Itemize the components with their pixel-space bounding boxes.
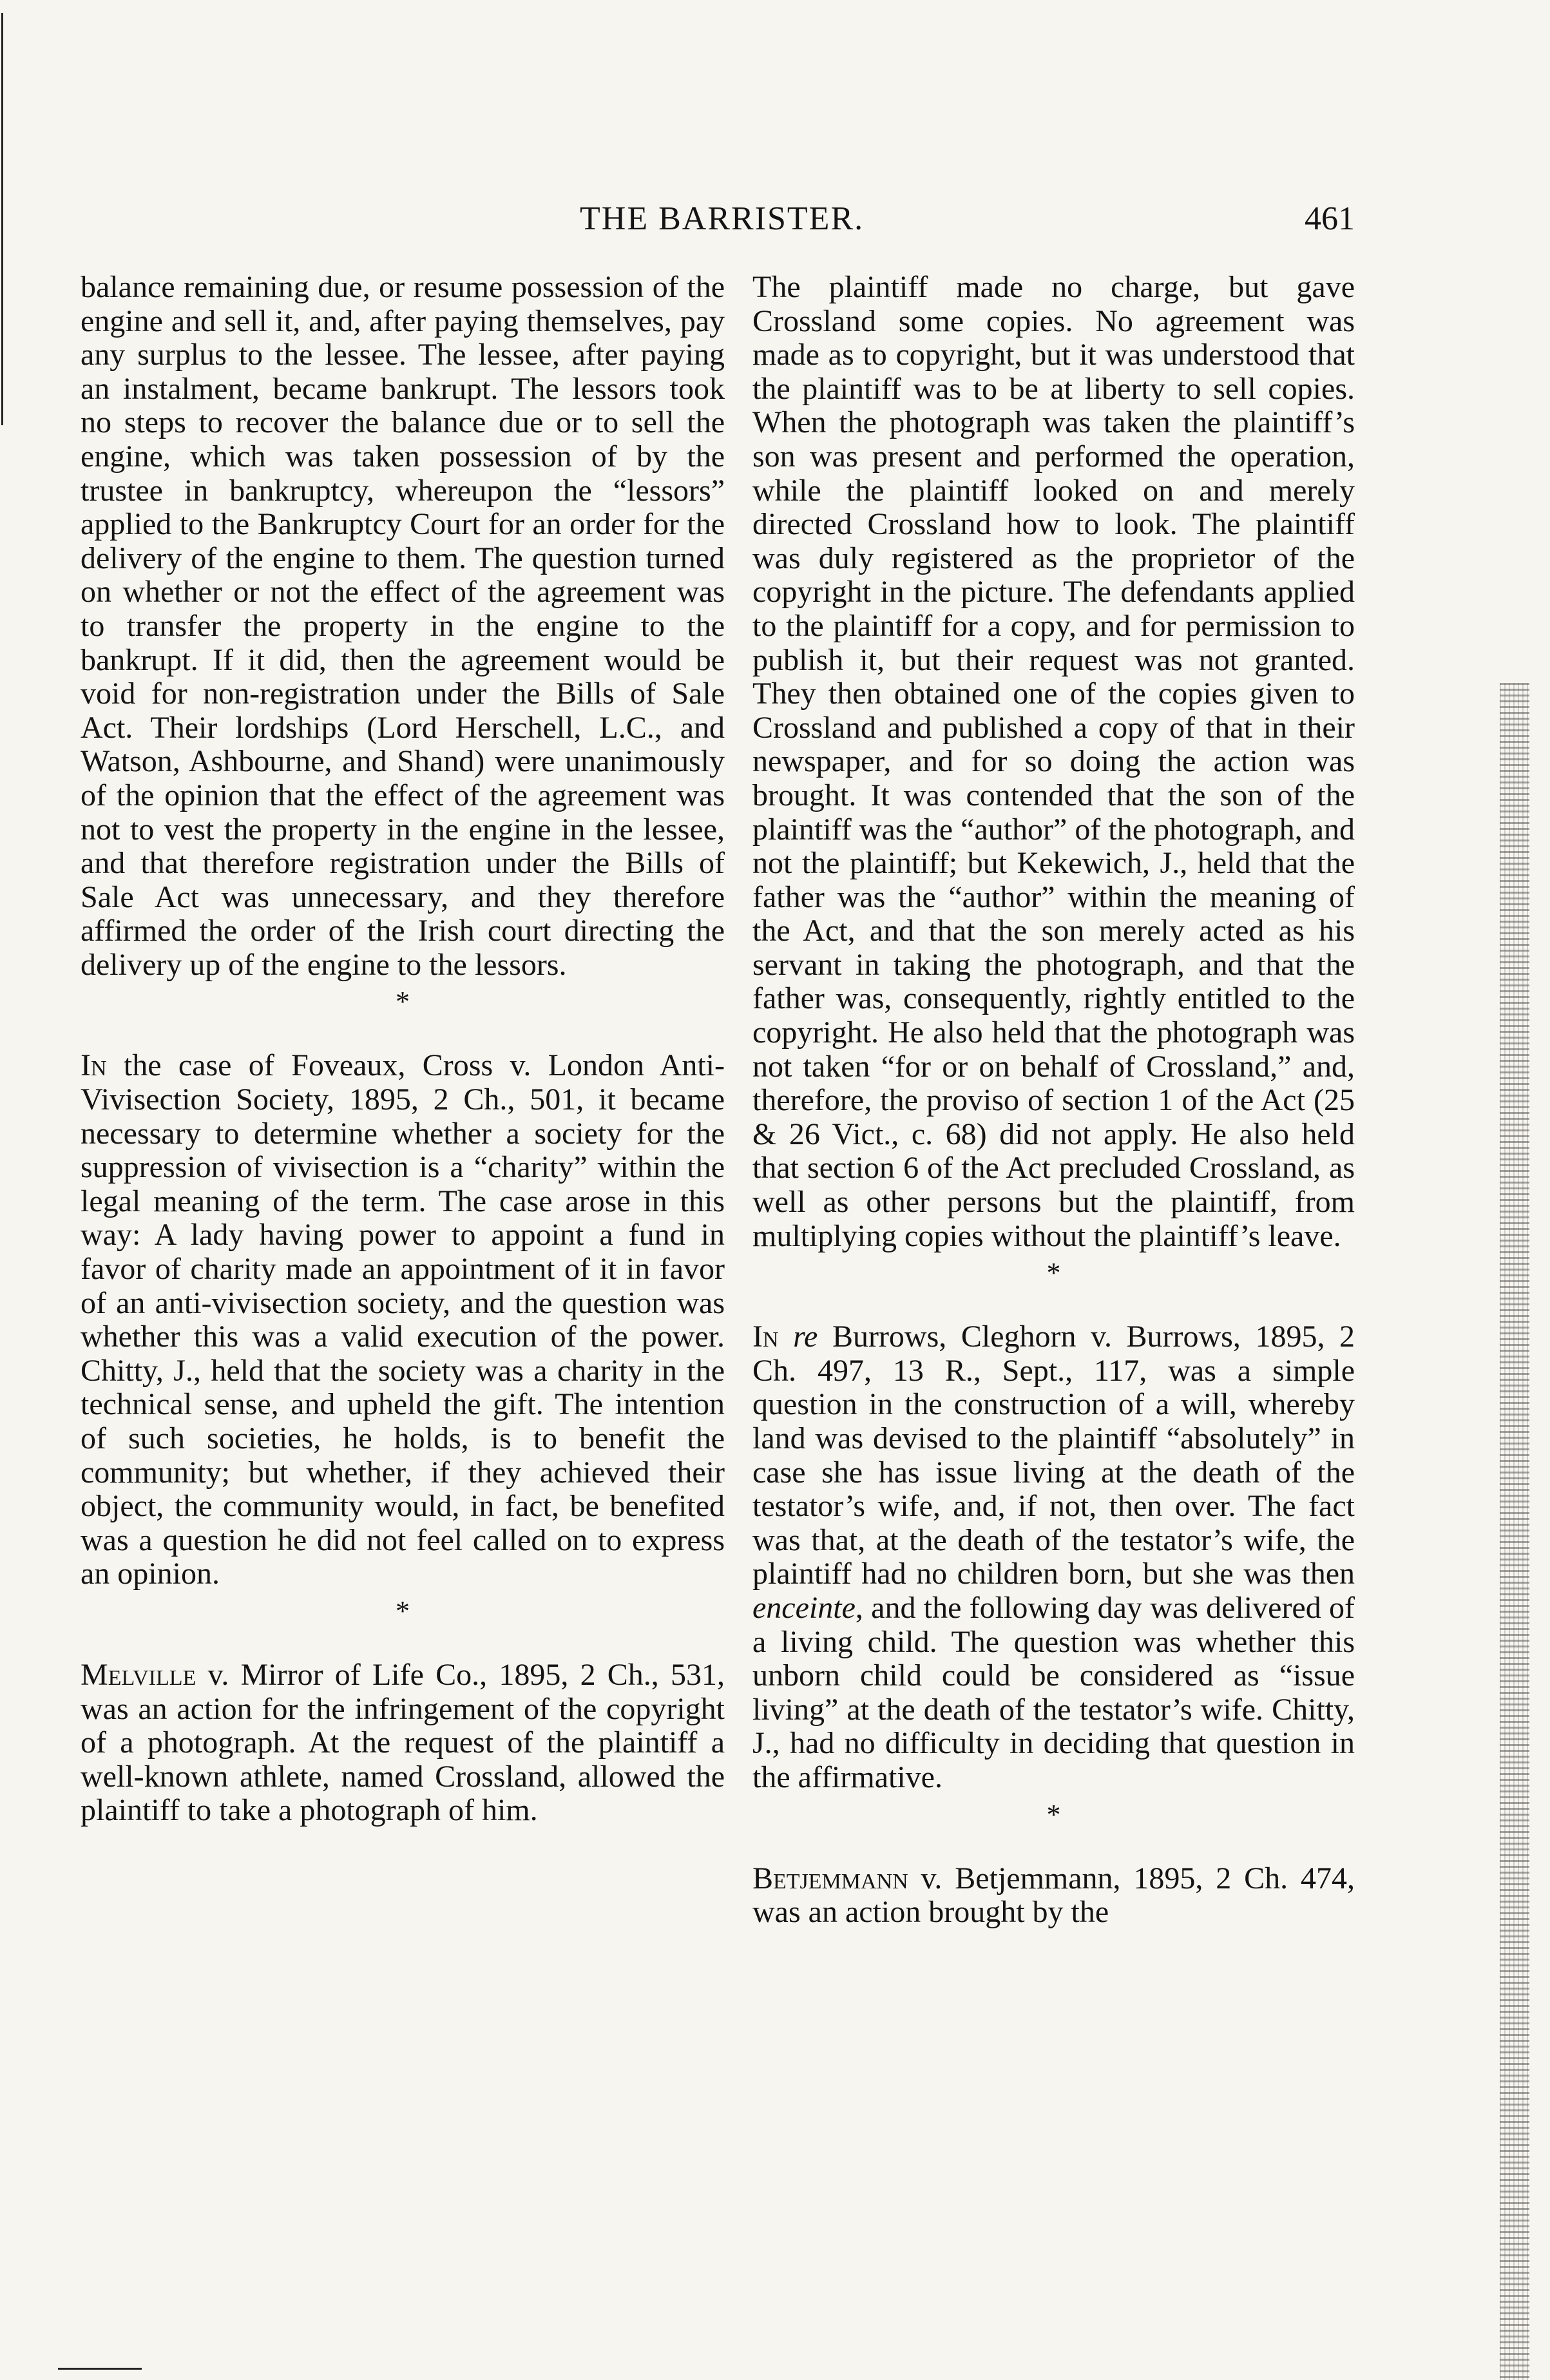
running-title: THE BARRISTER. <box>580 200 865 237</box>
section-separator: * <box>1046 1257 1061 1289</box>
right-column <box>752 271 1355 1930</box>
scan-edge-noise <box>1500 683 1529 2380</box>
case-lead-word: Melville <box>81 1657 196 1692</box>
section-separator: * <box>396 986 410 1018</box>
paragraph-burrows-case <box>752 1320 1355 1794</box>
page-header <box>0 193 1550 245</box>
case-lead-word: Betjemmann <box>752 1861 908 1895</box>
paragraph-melville-continued: The plaintiff made no charge, but gave Crossland some copies. No agreement was made as to copyright, but it was understood that the plaintiff was to be at liberty to sell copies. When the photograph was taken the plaintiff’s son was present and performed the operation, while the plaintiff looked on and merely directed Crossland how to look. The plaintiff was duly registered as the proprietor of the copyright in the picture. The defendants applied to the plaintiff for a copy, and for permission to publish it, but their request was not granted. They then obtained one of the copies given to Crossland and published a copy of that in their newspaper, and for so doing the action was brought. It was contended that the son of the plaintiff was the “author” of the photograph, and not the plaintiff; but Kekewich, J., held that the father was the “author” within the meaning of the Act, and that the son merely acted as his servant in taking the photograph, and that the father was, consequently, rightly entitled to the copyright. He also held that the photograph was not taken “for or on behalf of Crossland,” and, therefore, the proviso of section 1 of the Act (25 & 26 Vict., c. 68) did not apply. He also held that section 6 of the Act precluded Crossland, as well as other persons but the plaintiff, from multiplying copies without the plaintiff’s leave. <box>752 270 1355 1253</box>
case-text: the case of Foveaux, Cross v. London Anti-Vivisection Society, 1895, 2 Ch., 501, it became necessary to determine whether a society for the suppression of vivisection is a “charity” within the legal meaning of the term. The case arose in this way: A lady having power to appoint a fund in favor of charity made an appointment of it in favor of an anti-vivisection society, and the question was whether this was a valid execution of the power. Chitty, J., held that the society was a charity in the technical sense, and upheld the gift. The intention of such societies, he holds, is to benefit the community; but whether, if they achieved their object, the community would, in fact, be benefited was a question he did not feel called on to express an opinion. <box>81 1048 725 1591</box>
paragraph-betjemmann-case <box>752 1862 1355 1930</box>
case-text-end: , and the following day was delivered of a living child. The question was whether this unborn child could be considered as “issue living” at the death of the testator’s wife. Chitty, J., had no difficulty in deciding that question in the affirmative. <box>752 1590 1355 1794</box>
case-text: v. Betjemmann, 1895, 2 Ch. 474, was an action brought by the <box>752 1861 1355 1930</box>
case-text: v. Mirror of Life Co., 1895, 2 Ch., 531, was an action for the infringement of the copyright of a photograph. At the request of the plaintiff a well-known athlete, named Crossland, allowed the plaintiff to take a photograph of him. <box>81 1657 725 1828</box>
paragraph-melville-case <box>81 1658 725 1828</box>
case-lead-word: In <box>81 1048 107 1083</box>
section-separator: * <box>396 1595 410 1627</box>
page-number: 461 <box>1305 200 1355 237</box>
left-column <box>81 271 725 1828</box>
section-separator: * <box>1046 1798 1061 1830</box>
case-text: Burrows, Cleghorn v. Burrows, 1895, 2 Ch. 497, 13 R., Sept., 117, was a simple question in the construction of a will, whereby land was devised to the plaintiff “absolutely” in case she has issue living at the death of the testator’s wife, and, if not, then over. The fact was that, at the death of the testator’s wife, the plaintiff had no children born, but she was then <box>752 1320 1355 1591</box>
case-lead-word: In <box>752 1320 779 1354</box>
footer-rule <box>58 2368 142 2370</box>
paragraph-foveaux-case <box>81 1049 725 1591</box>
italic-term: enceinte <box>752 1590 856 1625</box>
paragraph-continued-case: balance remaining due, or resume possession of the engine and sell it, and, after paying themselves, pay any surplus to the lessee. The lessee, after paying an instalment, became bankrupt. The lessors took no steps to recover the balance due or to sell the engine, which was taken possession of by the trustee in bankruptcy, whereupon the “lessors” applied to the Bankruptcy Court for an order for the delivery of the engine to them. The question turned on whether or not the effect of the agreement was to transfer the property in the engine to the bankrupt. If it did, then the agreement would be void for non-registration under the Bills of Sale Act. Their lordships (Lord Herschell, L.C., and Watson, Ashbourne, and Shand) were unanimously of the opinion that the effect of the agreement was not to vest the property in the engine in the lessee, and that therefore registration under the Bills of Sale Act was unnecessary, and they therefore affirmed the order of the Irish court directing the delivery up of the engine to the lessors. <box>81 270 725 982</box>
latin-re: re <box>793 1320 818 1354</box>
